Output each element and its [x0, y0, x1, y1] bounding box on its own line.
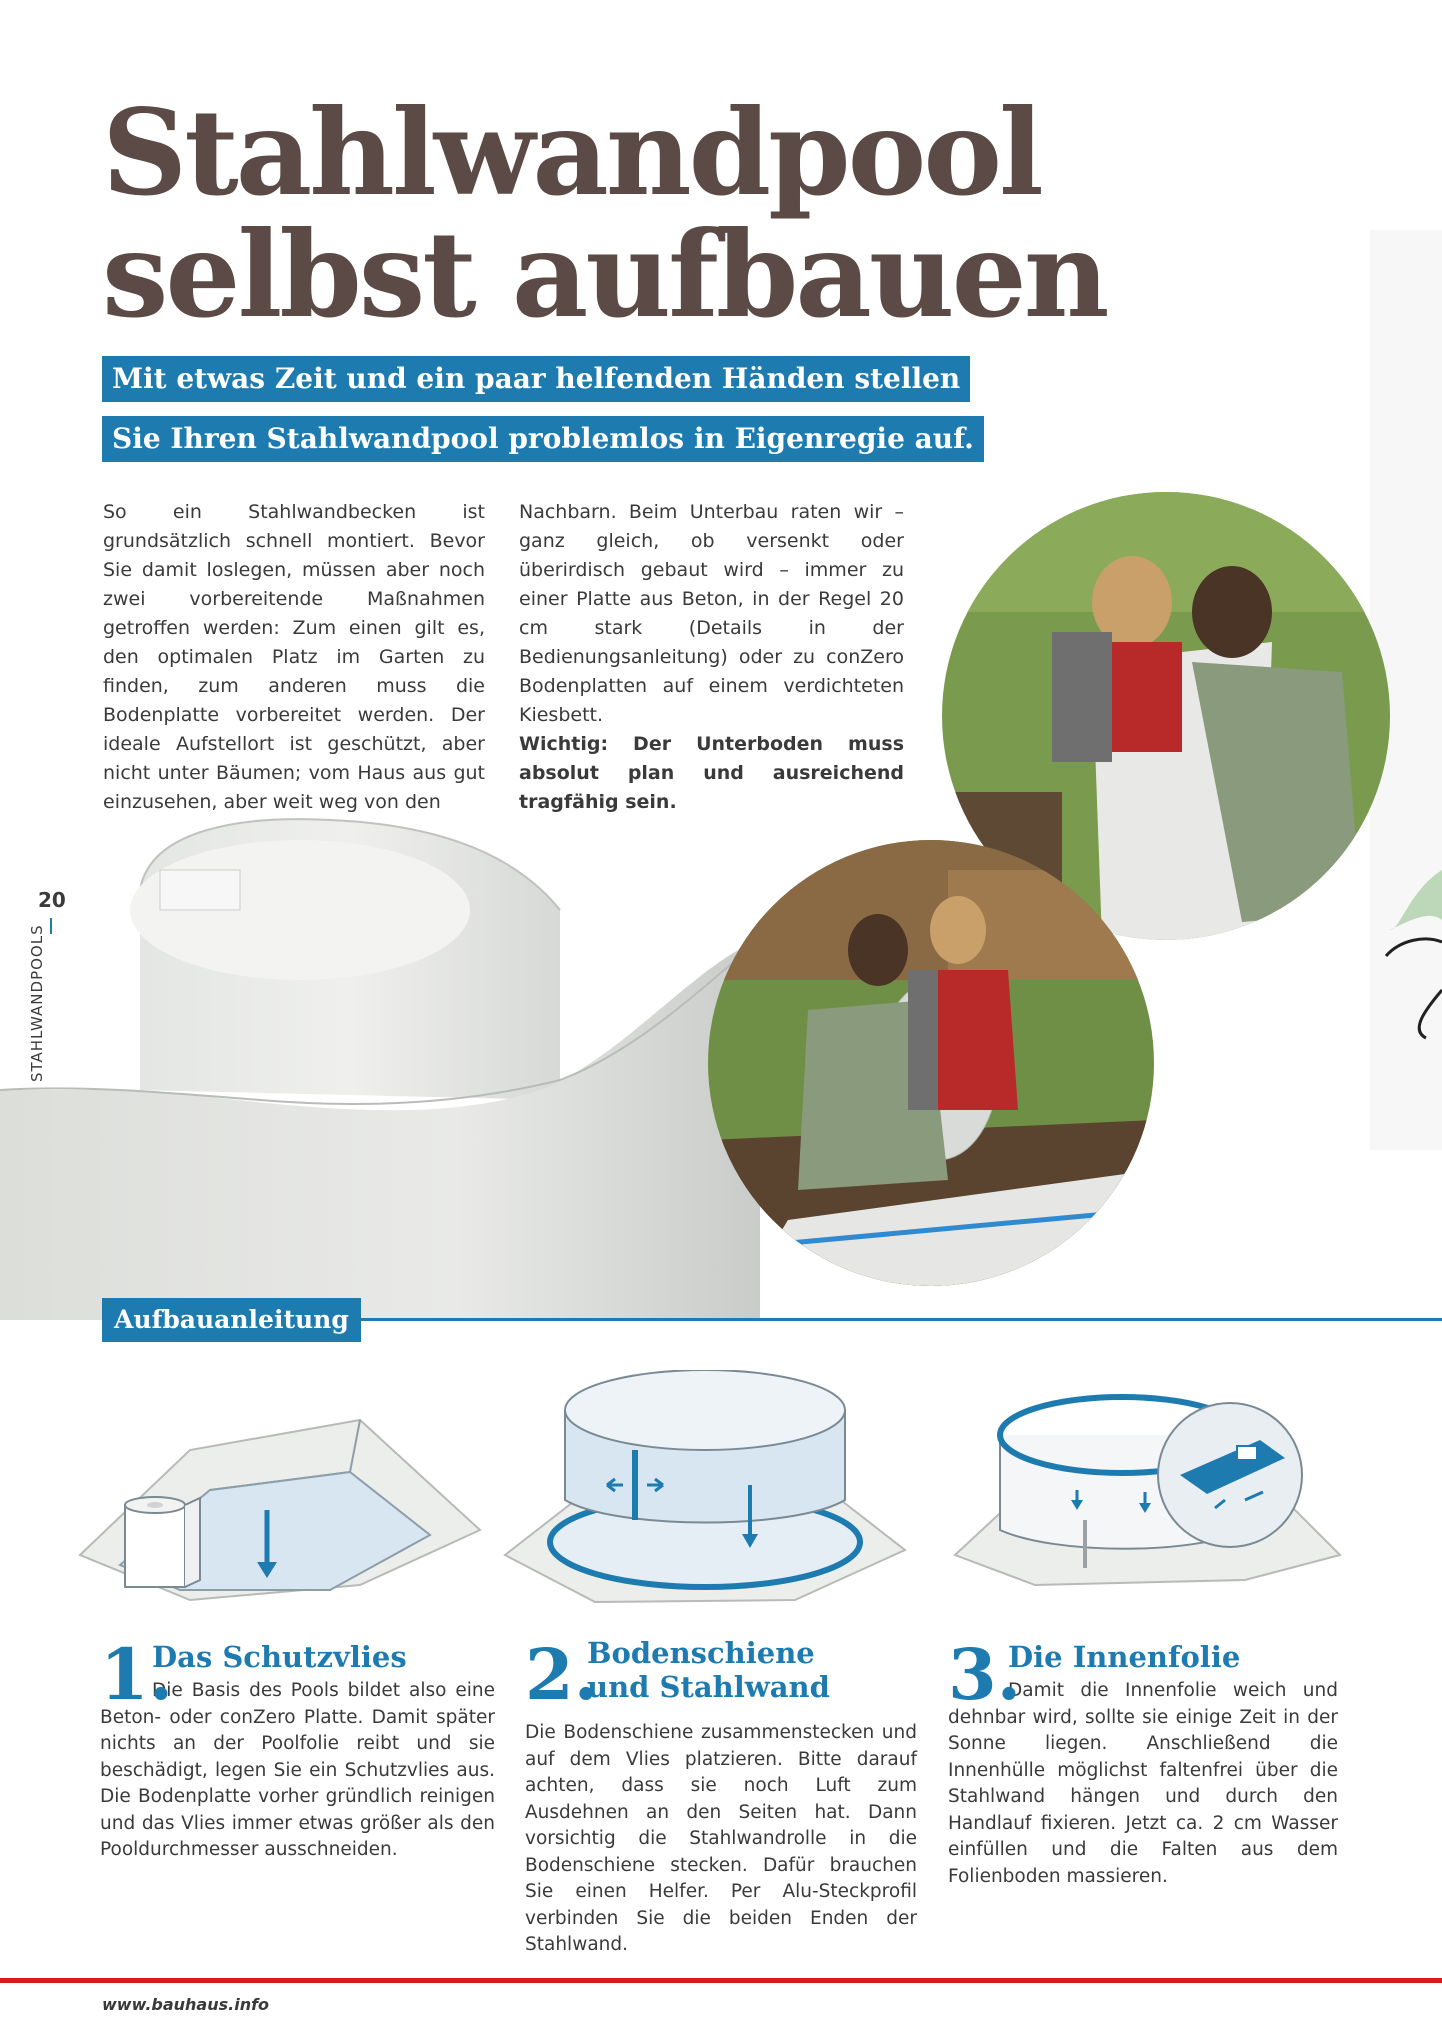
step-1-illustration — [70, 1380, 490, 1610]
step-3-title: Die Innenfolie — [1008, 1640, 1241, 1674]
title-line-2: selbst aufbauen — [102, 205, 1107, 344]
step-2-number: 2. — [525, 1633, 599, 1716]
title-line-1: Stahlwandpool — [102, 83, 1041, 222]
subline-1: Mit etwas Zeit und ein paar helfenden Händen stellen — [102, 356, 970, 402]
step-2-title-line-1: Bodenschiene — [587, 1636, 815, 1670]
guide-heading-rule — [356, 1318, 1442, 1321]
page-number: 20 — [38, 888, 66, 912]
guide-heading: Aufbauanleitung — [102, 1298, 361, 1342]
steel-wall-roll-image — [0, 800, 810, 1320]
section-label-vertical: STAHLWANDPOOLS — [28, 924, 46, 1082]
step-2-text: Die Bodenschiene zusammenstecken und auf dem Vlies platzieren. Bitte darauf achten, dass sie noch Luft zum Ausdehnen an den Seiten hat. Dann vorsichtig die Stahlwandrolle in die Bodenschiene stecken. Dafür brauchen Sie einen Helfer. Per Alu-Steckprofil verbinden Sie die beiden Enden der Stahlwand. — [525, 1722, 917, 1955]
footer-rule — [0, 1978, 1442, 1983]
step-3-illustration — [945, 1380, 1345, 1600]
step-3 — [948, 1633, 1338, 1890]
subline-2: Sie Ihren Stahlwandpool problemlos in Eigenregie auf. — [102, 416, 984, 462]
step-2-illustration — [495, 1370, 915, 1620]
intro-column-1: So ein Stahlwandbecken ist grundsätzlich schnell montiert. Bevor Sie damit loslegen, müssen aber noch zwei vorbereitende Maßnahmen getroffen werden: Zum einen gilt es, den optimalen Platz im Garten zu finden, zum anderen muss die Bodenplatte vorbereitet werden. Der ideale Aufstellort ist geschützt, aber nicht unter Bäumen; vom Haus aus gut einzusehen, aber weit weg von den — [103, 501, 485, 813]
page-title — [102, 83, 1107, 344]
step-2 — [525, 1633, 917, 1959]
step-3-text: Damit die Innenfolie weich und dehnbar wird, sollte sie einige Zeit in der Sonne liegen. Anschließend die Innenhülle möglichst faltenfrei über die Stahlwand hängen und durch den Handlauf fixieren. Jetzt ca. 2 cm Wasser einfüllen und die Falten aus dem Folienboden massieren. — [948, 1680, 1338, 1887]
footer-url[interactable]: www.bauhaus.info — [102, 1995, 270, 2014]
intro-column-2: Nachbarn. Beim Unterbau raten wir – ganz gleich, ob versenkt oder überirdisch gebaut wird – immer zu einer Platte aus Beton, in der Regel 20 cm stark (Details in der Bedienungsanleitung) oder zu conZero Bodenplatten auf einem verdichteten Kiesbett. — [519, 501, 904, 726]
step-1-text: Die Basis des Pools bildet also eine Beton- oder conZero Platte. Damit später nichts an der Poolfolie reibt und sie beschädigt, legen Sie ein Schutzvlies aus. Die Bodenplatte vorher gründlich reinigen und das Vlies immer etwas größer als den Pooldurchmesser ausschneiden. — [100, 1680, 495, 1860]
photo-women-carrying-roll — [708, 840, 1154, 1286]
step-3-number: 3. — [948, 1633, 1022, 1716]
step-1-number: 1. — [100, 1633, 174, 1716]
step-2-title-line-2: und Stahlwand — [587, 1670, 830, 1704]
step-1-title: Das Schutzvlies — [152, 1640, 407, 1674]
note-text: Wichtig: Der Unterboden muss absolut plan und ausreichend tragfähig sein. — [519, 733, 904, 813]
page-marker-tick — [50, 918, 52, 934]
step-1 — [100, 1633, 495, 1864]
